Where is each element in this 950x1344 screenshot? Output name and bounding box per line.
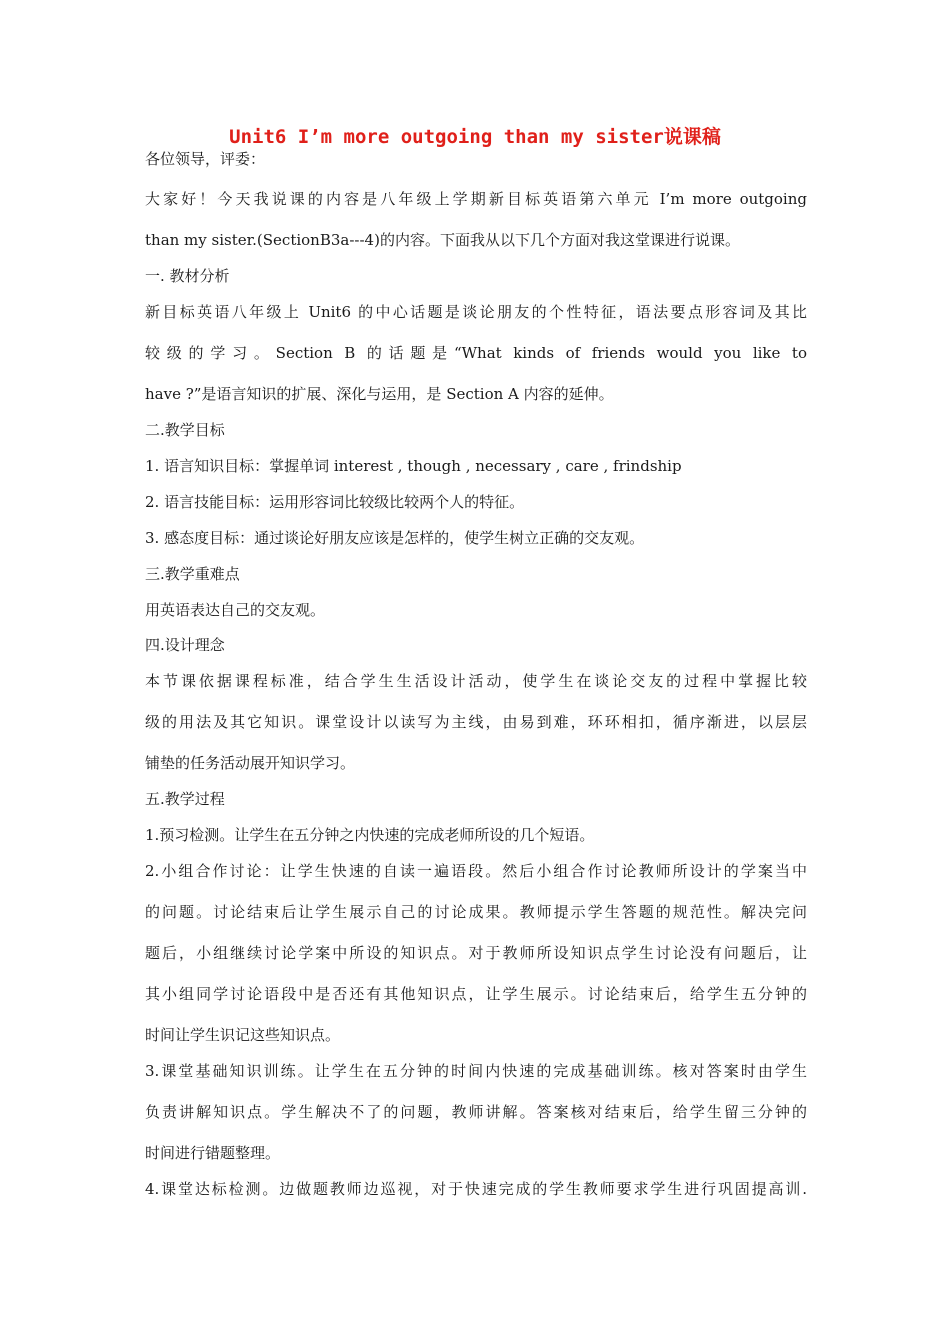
- paragraph-line: 新目标英语八年级上 Unit6 的中心话题是谈论朋友的个性特征，语法要点形容词及其比: [145, 303, 807, 321]
- list-item: 4.课堂达标检测。边做题教师边巡视，对于快速完成的学生教师要求学生进行巩固提高训.: [145, 1180, 807, 1198]
- paragraph-line: 本节课依据课程标准，结合学生生活设计活动，使学生在谈论交友的过程中掌握比较: [145, 672, 807, 690]
- section-heading: 五.教学过程: [145, 790, 225, 808]
- list-item: 2.小组合作讨论：让学生快速的自读一遍语段。然后小组合作讨论教师所设计的学案当中: [145, 862, 807, 880]
- paragraph-line: than my sister.(SectionB3a---4)的内容。下面我从以下几个方面对我这堂课进行说课。: [145, 231, 740, 249]
- paragraph-line: 级的用法及其它知识。课堂设计以读写为主线，由易到难，环环相扣，循序渐进，以层层: [145, 713, 807, 731]
- section-heading: 四.设计理念: [145, 636, 225, 654]
- paragraph-line: 用英语表达自己的交友观。: [145, 601, 326, 619]
- paragraph-line: 较级的学习。Section B 的话题是“What kinds of friends would you like to: [145, 344, 807, 362]
- paragraph-line: have ?”是语言知识的扩展、深化与运用，是 Section A 内容的延伸。: [145, 385, 614, 403]
- paragraph-line: 时间进行错题整理。: [145, 1144, 281, 1162]
- paragraph-line: 的问题。讨论结束后让学生展示自己的讨论成果。教师提示学生答题的规范性。解决完问: [145, 903, 807, 921]
- paragraph-line: 大家好！今天我说课的内容是八年级上学期新目标英语第六单元 I’m more outgoing: [145, 190, 807, 208]
- list-item: 3. 感态度目标：通过谈论好朋友应该是怎样的，使学生树立正确的交友观。: [145, 529, 645, 547]
- list-item: 2. 语言技能目标：运用形容词比较级比较两个人的特征。: [145, 493, 525, 511]
- paragraph-line: 铺垫的任务活动展开知识学习。: [145, 754, 356, 772]
- list-item: 3.课堂基础知识训练。让学生在五分钟的时间内快速的完成基础训练。核对答案时由学生: [145, 1062, 807, 1080]
- list-item: 1. 语言知识目标：掌握单词 interest , though , necessary , care , frindship: [145, 457, 682, 475]
- list-item: 1.预习检测。让学生在五分钟之内快速的完成老师所设的几个短语。: [145, 826, 595, 844]
- section-heading: 二.教学目标: [145, 421, 225, 439]
- paragraph-line: 时间让学生识记这些知识点。: [145, 1026, 341, 1044]
- section-heading: 三.教学重难点: [145, 565, 240, 583]
- salutation-line: 各位领导，评委：: [145, 150, 266, 168]
- section-heading: 一. 教材分析: [145, 267, 230, 285]
- paragraph-line: 其小组同学讨论语段中是否还有其他知识点，让学生展示。讨论结束后，给学生五分钟的: [145, 985, 807, 1003]
- paragraph-line: 负责讲解知识点。学生解决不了的问题，教师讲解。答案核对结束后，给学生留三分钟的: [145, 1103, 807, 1121]
- paragraph-line: 题后，小组继续讨论学案中所设的知识点。对于教师所设知识点学生讨论没有问题后，让: [145, 944, 807, 962]
- document-title: Unit6 I’m more outgoing than my sister说课稿: [229, 126, 721, 148]
